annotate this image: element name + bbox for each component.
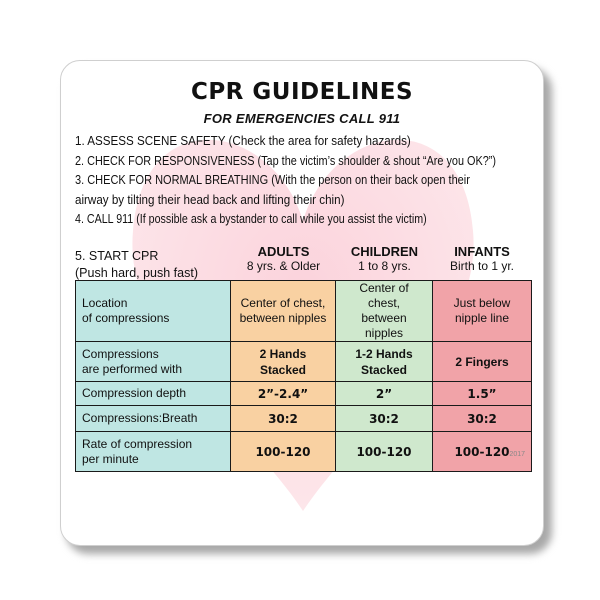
table-row (76, 406, 532, 432)
page-title: CPR GUIDELINES (190, 79, 414, 105)
infants-age: Birth to 1 yr. (449, 259, 515, 273)
row-label: Compression depth (76, 382, 231, 406)
column-header-infants (433, 244, 531, 274)
children-method: 1-2 Hands Stacked (336, 342, 433, 382)
table-row (76, 281, 532, 342)
step-5 (75, 248, 198, 282)
children-depth: 2” (336, 382, 433, 406)
steps-list (75, 132, 535, 230)
copyright-year: 2017 (509, 451, 525, 458)
adults-ratio: 30:2 (231, 406, 336, 432)
children-heading: CHILDREN (350, 244, 419, 259)
table-row (76, 382, 532, 406)
adults-location: Center of chest, between nipples (231, 281, 336, 342)
page-subtitle: FOR EMERGENCIES CALL 911 (203, 111, 401, 126)
table-row (76, 432, 532, 472)
infants-rate: 100-120 (433, 432, 532, 472)
children-rate: 100-120 (336, 432, 433, 472)
children-age: 1 to 8 yrs. (358, 259, 411, 273)
infants-ratio: 30:2 (433, 406, 532, 432)
adults-age: 8 yrs. & Older (246, 259, 321, 273)
children-location: Center of chest, between nipples (336, 281, 433, 342)
column-header-children (336, 244, 433, 274)
step-5-label: 5. START CPR (75, 249, 159, 263)
infants-heading: INFANTS (454, 244, 510, 259)
step-1: 1. ASSESS SCENE SAFETY (Check the area for safety hazards) (75, 134, 411, 148)
adults-rate: 100-120 (231, 432, 336, 472)
adults-depth: 2”-2.4” (231, 382, 336, 406)
infants-depth: 1.5” (433, 382, 532, 406)
infants-method: 2 Fingers (433, 342, 532, 382)
step-3: 3. CHECK FOR NORMAL BREATHING (With the person on their back open their (75, 173, 470, 187)
step-4: 4. CALL 911 (If possible ask a bystander to call while you assist the victim) (75, 212, 427, 226)
cpr-table (75, 280, 532, 472)
step-2: 2. CHECK FOR RESPONSIVENESS (Tap the victim’s shoulder & shout “Are you OK?”) (75, 153, 497, 168)
cpr-card (60, 60, 544, 546)
children-ratio: 30:2 (336, 406, 433, 432)
column-header-adults (231, 244, 336, 274)
infants-location: Just below nipple line (433, 281, 532, 342)
table-row (76, 342, 532, 382)
row-label: Compressions:Breath (76, 406, 231, 432)
row-label: Rate of compression per minute (76, 432, 231, 472)
step-5-note: (Push hard, push fast) (75, 266, 198, 280)
step-3-continued: airway by tilting their head back and lifting their chin) (75, 192, 345, 207)
adults-method: 2 Hands Stacked (231, 342, 336, 382)
row-label: Compressions are performed with (76, 342, 231, 382)
row-label: Location of compressions (76, 281, 231, 342)
adults-heading: ADULTS (257, 244, 310, 259)
